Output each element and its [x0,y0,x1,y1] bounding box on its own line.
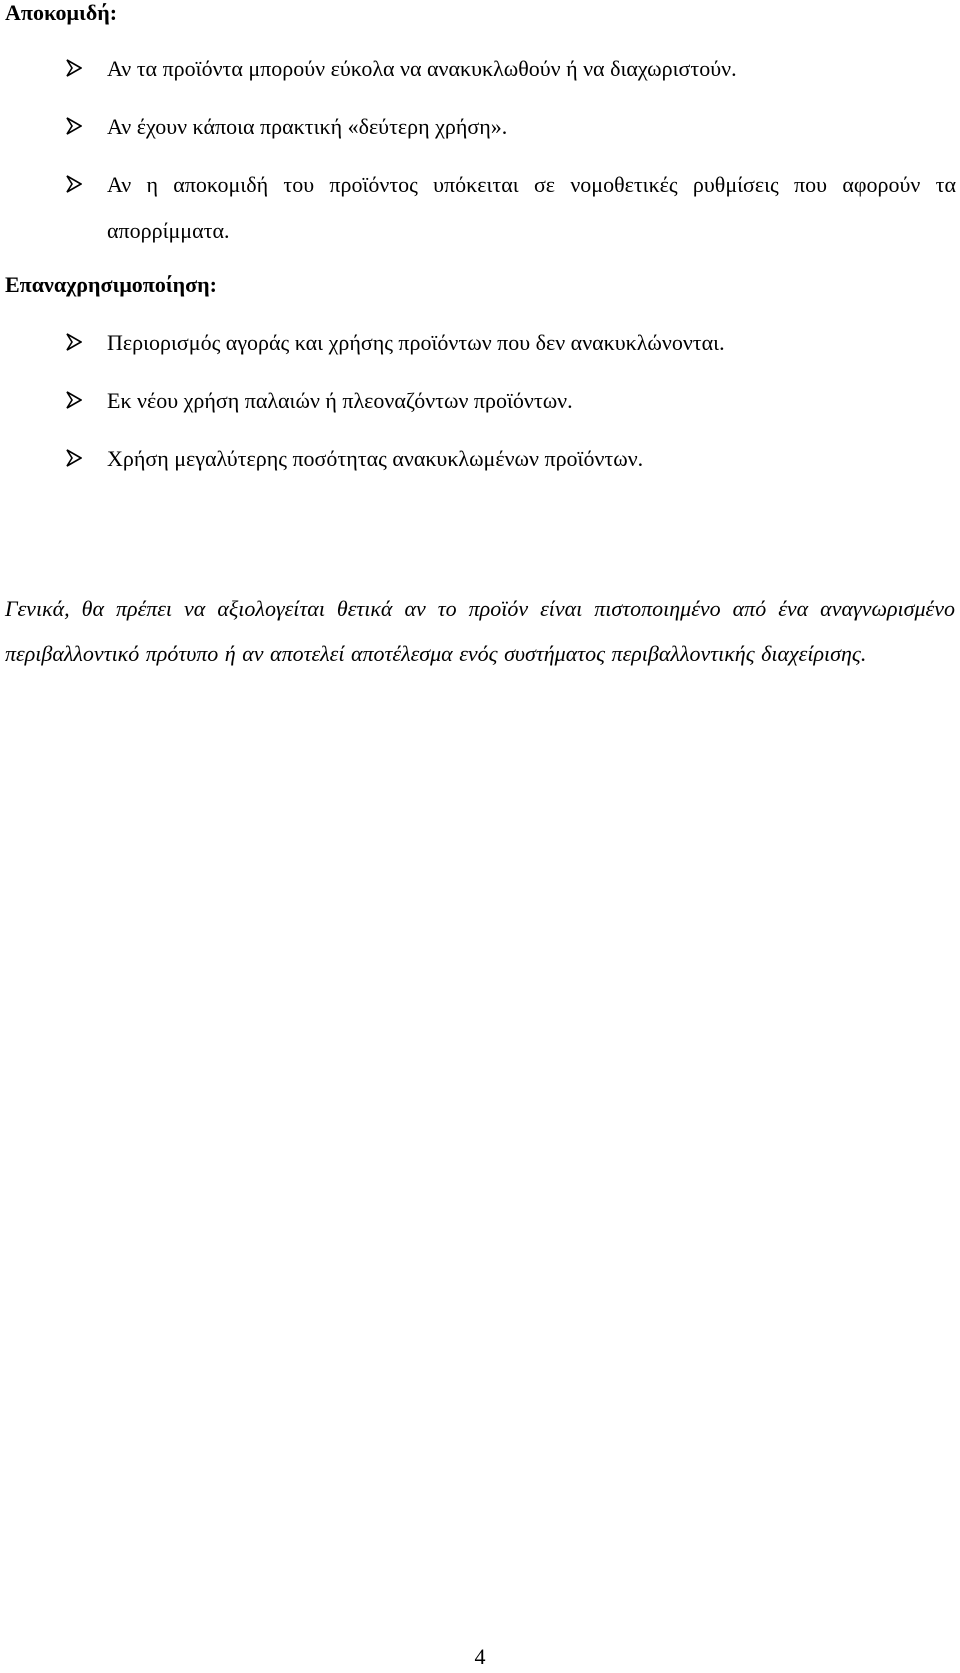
list-item-text: Αν τα προϊόντα μπορούν εύκολα να ανακυκλωθούν ή να διαχωριστούν. [107,56,737,81]
list-item [66,314,956,372]
arrowhead-bullet-icon [66,391,82,409]
list-item [66,372,956,430]
reuse-bullet-list [66,314,956,488]
arrowhead-bullet-icon [66,117,82,135]
list-item [66,40,956,98]
conclusion-paragraph: Γενικά, θα πρέπει να αξιολογείται θετικά αν το προϊόν είναι πιστοποιημένο από ένα αναγνωρισμένο περιβαλλοντικό πρότυπο ή αν αποτελεί αποτέλεσμα ενός συστήματος περιβαλλοντικής διαχείρισης. [5,596,955,666]
list-item [66,98,956,156]
arrowhead-bullet-icon [66,449,82,467]
list-item [66,430,956,488]
list-item-text: Χρήση μεγαλύτερης ποσότητας ανακυκλωμένων προϊόντων. [107,446,644,471]
list-item-text: Αν έχουν κάποια πρακτική «δεύτερη χρήση». [107,114,508,139]
section-heading-reuse: Επαναχρησιμοποίηση: [5,272,217,297]
disposal-bullet-list [66,40,956,254]
list-item-text: Εκ νέου χρήση παλαιών ή πλεοναζόντων προϊόντων. [107,388,573,413]
arrowhead-bullet-icon [66,59,82,77]
list-item [66,156,956,254]
arrowhead-bullet-icon [66,333,82,351]
arrowhead-bullet-icon [66,175,82,193]
list-item-text: Αν η αποκομιδή του προϊόντος υπόκειται σε νομοθετικές ρυθμίσεις που αφορούν τα απορρίμματα. [107,172,956,243]
list-item-text: Περιορισμός αγοράς και χρήσης προϊόντων που δεν ανακυκλώνονται. [107,330,725,355]
section-heading-disposal: Αποκομιδή: [5,0,118,25]
page-number: 4 [474,1644,486,1669]
